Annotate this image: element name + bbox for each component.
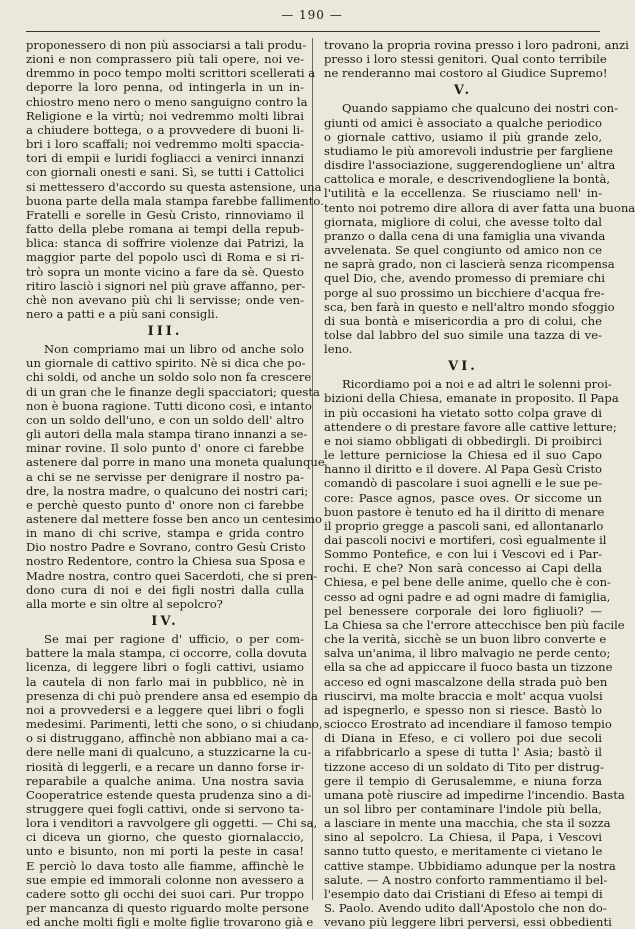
text-line: porge al suo prossimo un bicchiere d'acqua fre- [324,285,605,300]
text-line: le letture perniciose la Chiesa ed il suo Capo [324,448,602,463]
text-line: un sol libro per contaminare l'indole più bella, [324,801,602,816]
text-line: in più occasioni ha vietato sotto colpa grave di [324,405,602,420]
text-line: sino al sepolcro. La Chiesa, il Papa, i Vescovi [324,830,602,845]
left-column [26,38,325,929]
text-line: Ricordiamo poi a noi e ad altri le solenni proi- [342,377,612,392]
text-line: pranzo o dalla cena di una famiglia una vivanda [324,228,606,243]
text-line: ne saprà grado, non ci lascierà senza ricompensa [324,257,615,272]
text-line: tolse dal labbro del suo simile una tazza di ve- [324,327,602,342]
text-line: ella sa che ad appiccare il fuoco basta un tizzone [324,660,613,675]
text-line: buona parte della mala stampa farebbe fallimento. [26,193,324,208]
text-line: E perciò lo dava tosto alle fiamme, affinchè le [26,858,304,873]
text-line: disdire l'associazione, suggerendogliene un' altra [324,158,616,173]
text-line: tento noi potremo dire allora di aver fatta una buona [324,200,635,215]
text-line: presso i loro stessi genitori. Qual conto terribile [324,52,607,67]
text-line: ad ispegnerlo, e spesso non si riesce. Bastò lo [324,702,602,717]
text-line: non è buona ragione. Tutti dicono così, e intanto [26,398,312,413]
text-line: bizioni della Chiesa, emanate in proposito. Il Papa [324,391,619,406]
text-line: giunti od amici è associato a qualche periodico [324,115,602,130]
text-line: gli autori della mala stampa tirano innanzi a se- [26,427,308,442]
text-line: reparabile a qualche anima. Una nostra savia [26,773,304,788]
text-line: ne renderanno mai costoro al Giudice Supremo! [324,66,608,81]
text-line: vevano più leggere libri perversi, essi obbedienti [324,915,612,929]
text-line: o si distruggano, affinchè non abbiano mai a ca- [26,731,309,746]
text-line: alla morte e sin oltre al sepolcro? [26,596,223,611]
text-line: di sua bontà e misericordia a pro di colui, che [324,313,602,328]
text-line: cattolica e morale, e descrivendogliene la bontà, [324,172,611,187]
section-heading: III. [147,324,183,340]
text-line: quel Dio, che, avendo promesso di premiare chi [324,271,605,286]
text-line: astenere dal porre in mano una moneta qualunque [26,455,325,470]
text-line: a rifabbricarlo a spese di tutta l' Asia; bastò il [324,745,602,760]
text-line: licenza, di leggere libri o fogli cattivi, usiamo [26,660,304,675]
text-line: maggior parte del popolo uscì di Roma e si ri- [26,250,304,265]
text-line: dono cura di noi e dei figli nostri dalla culla [26,582,304,597]
text-line: tizzone acceso di un soldato di Tito per distrug- [324,759,604,774]
text-line: sca, ben farà in questo e nell'altro mondo sfoggio [324,299,615,314]
text-line: proponessero di non più associarsi a tali produ- [26,38,307,52]
text-line: battere la mala stampa, ci occorre, colla dovuta [26,646,307,661]
section-heading: IV. [151,614,179,630]
text-line: riuscirvi, ma molte braccia e molt' acqua vuolsi [324,688,603,703]
text-line: la cautela di non farlo mai in pubblico, nè in [26,674,304,689]
text-line: in mano di chi scrive, stampa e grida contro [26,526,304,541]
text-line: si mettessero d'accordo su questa astensione, una [26,179,322,194]
page-number: — 190 — [281,8,343,22]
text-line: l'utilità e la eccellenza. Se riusciamo nell' in- [324,186,602,201]
text-line: acceso ed ogni mascalzone della strada può ben [324,674,608,689]
text-line: cadere sotto gli occhi dei suoi cari. Pur troppo [26,886,304,901]
section-heading: V. [453,83,473,99]
text-line: astenere dal mettere fosse ben anco un centesimo [26,512,322,526]
text-line: Dio nostro Padre e Sovrano, contro Gesù Cristo [26,540,306,555]
text-line: di Diana in Efeso, e ci vollero poi due secoli [324,731,602,746]
text-line: lora i venditori a ravvolgere gli oggetti. — Chi sa, [26,816,318,831]
text-line: sue empie ed immorali colonne non avessero a [26,872,304,887]
text-line: ritiro lasciò i signori nel più grave affanno, per- [26,278,306,293]
text-line: deporre la loro penna, od intingerla in un in- [26,80,304,95]
text-line: presenza di chi può prendere ansa ed esempio da [26,688,318,703]
text-line: Cooperatrice estende questa prudenza sino a di- [26,787,312,802]
text-line: per mancanza di questo riguardo molte persone [26,901,309,916]
text-line: struggere quei fogli cattivi, onde si servono ta- [26,801,304,816]
text-line: tori di empii e luridi fogliacci a venirci innanzi [26,151,304,166]
text-line: e perchè questo punto d' onore non ci farebbe [26,497,304,512]
text-line: che la verità, sicchè se un buon libro converte e [324,632,607,647]
text-line: fatto della plebe romana ai tempi della repub- [26,222,304,237]
text-line: sanno tutto questo, e meritamente ci vietano le [324,844,603,859]
text-line: chiostro meno nero o meno sanguigno contro la [26,94,308,109]
text-line: con giornali onesti e sani. Sì, se tutti i Cattolici [26,165,304,180]
text-line: l'esempio dato dai Cristiani di Efeso ai tempi di [324,886,603,901]
text-line: a chiudere bottega, o a provvedere di buoni li- [26,122,304,137]
text-line: hanno il diritto e il dovere. Al Papa Gesù Cristo [324,462,602,477]
text-line: chi soldi, od anche un soldo solo non fa crescere [26,370,312,385]
text-line: umana potè riuscire ad impedirne l'incendio. Basta [324,787,625,802]
text-line: Fratelli e sorelle in Gesù Cristo, rinnoviamo il [26,207,304,222]
text-line: pel benessere corporale dei loro figliuoli? — [324,603,602,618]
text-line: cesso ad ogni padre e ad ogni madre di famiglia, [324,589,611,604]
text-line: Quando sappiamo che qualcuno dei nostri con- [342,101,619,116]
text-line: Chiesa, e pel bene delle anime, quello che è con- [324,575,611,590]
text-line: zioni e non comprassero più tali opere, noi ve- [26,52,304,67]
text-line: dre, la nostra madre, o qualcuno dei nostri cari; [26,483,309,498]
text-line: La Chiesa sa che l'errore attecchisce ben più facile [324,617,625,632]
text-line: o giornale cattivo, usiamo il più grande zelo, [324,129,602,144]
text-line: riosità di leggerli, e a recare un danno forse ir- [26,759,304,774]
text-line: a chi se ne servisse per denigrare il nostro pa- [26,469,304,484]
text-line: nostro Redentore, contro la Chiesa sua Sposa e [26,554,306,569]
column-divider [312,38,313,900]
text-line: chè non avevano più chi li servisse; onde ven- [26,292,304,307]
text-line: core: Pasce agnos, pasce oves. Or siccome un [324,490,602,505]
text-line: a lasciare in mente una macchia, che sta il sozza [324,816,611,831]
text-line: nero a patti e a più sani consigli. [26,306,219,321]
header-rule [26,31,600,32]
text-line: il proprio gregge a pascoli sani, ed allontanarlo [324,518,604,533]
text-line: rochi. E che? Non sarà concesso ai Capi della [324,561,602,576]
text-line: comandò di pascolare i suoi agnelli e le sue pe- [324,476,602,491]
text-line: blica: stanca di soffrire violenze dai Patrizi, la [26,236,304,251]
text-line: studiamo le più amorevoli industrie per fargliene [324,143,613,158]
text-line: bri i loro scaffali; noi vedremmo molti spaccia- [26,137,304,152]
text-line: noi a provvedersi e a leggere quei libri o fogli [26,702,304,717]
text-line: Madre nostra, contro quei Sacerdoti, che si pren- [26,568,318,583]
text-line: Non compriamo mai un libro od anche solo [44,342,304,357]
text-line: gere il tempio di Gerusalemme, e niuna forza [324,773,602,788]
text-line: S. Paolo. Avendo udito dall'Apostolo che non do- [324,901,607,916]
text-line: ed anche molti figli e molte figlie trovarono già e [26,915,314,929]
text-line: salva un'anima, il libro malvagio ne perde cento; [324,646,611,661]
text-line: Religione e la virtù; noi vedremmo molti librai [26,108,304,123]
text-line: cattive stampe. Ubbidiamo adunque per la nostra [324,858,616,873]
right-column [324,38,635,929]
text-line: un giornale di cattivo spirito. Nè si dica che po- [26,356,306,371]
text-line: unto e bisunto, non mi porti la peste in casa! [26,844,304,859]
text-line: salute. — A nostro conforto rammentiamo il bel- [324,872,608,887]
text-line: avvelenata. Se quel congiunto od amico non ce [324,243,602,258]
section-heading: VI. [448,359,478,375]
text-line: di un gran che le finanze degli spacciatori; questa [26,384,320,399]
text-line: buon pastore è tenuto ed ha il diritto di menare [324,504,605,519]
text-line: con un soldo dell'uno, e con un soldo dell' altro [26,412,304,427]
text-line: dremmo in poco tempo molti scrittori scellerati a [26,66,316,81]
text-line: minar rovine. Il solo punto d' onore ci farebbe [26,441,304,456]
text-line: Se mai per ragione d' ufficio, o per com- [44,632,304,647]
text-line: dai pascoli nocivi e mortiferi, così egualmente il [324,533,607,547]
text-line: medesimi. Parimenti, letti che sono, o si chiudano, [26,717,323,732]
text-line: dere nelle mani di qualcuno, a stuzzicarne la cu- [26,745,312,760]
text-line: trovano la propria rovina presso i loro padroni, anzi [324,38,629,52]
text-line: leno. [324,342,353,357]
text-line: ci diceva un giorno, che questo giornalaccio, [26,830,304,845]
text-line: Sommo Pontefice, e con lui i Vescovi ed i Par- [324,547,602,562]
text-line: attendere o di prestare favore alle cattive letture; [324,419,617,434]
text-line: giornata, migliore di colui, che avesse tolto dal [324,214,602,229]
text-line: sciocco Erostrato ad incendiare il famoso tempio [324,717,612,732]
text-line: e noi siamo obbligati di obbedirgli. Di proibirci [324,433,602,448]
text-line: trò sopra un monte vicino a fare da sè. Questo [26,264,304,279]
